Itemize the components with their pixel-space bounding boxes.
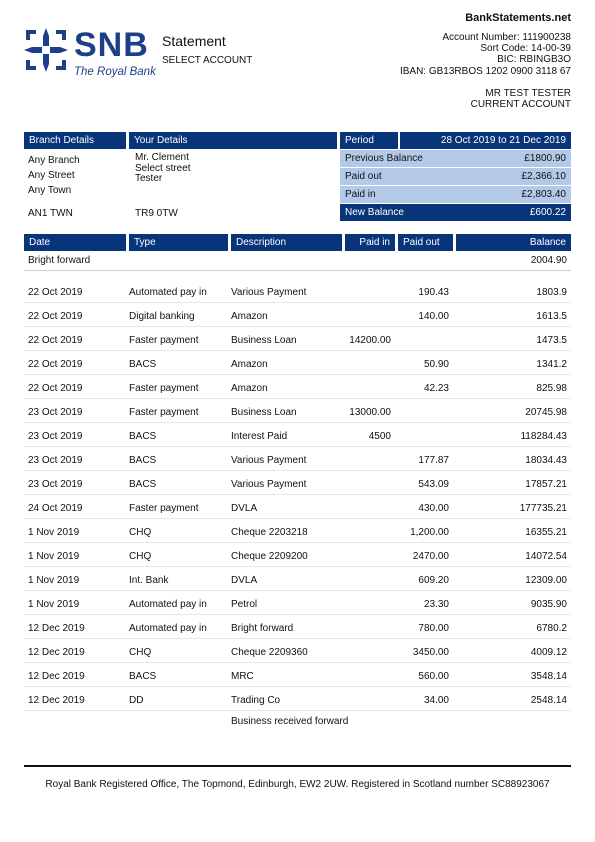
tx-description: Petrol	[231, 599, 258, 610]
table-row	[24, 638, 571, 663]
tx-description: Cheque 2203218	[231, 527, 308, 538]
tx-paid-out: 609.20	[418, 575, 449, 586]
tx-balance: 18034.43	[525, 455, 567, 466]
your-details-header: Your Details	[129, 132, 337, 149]
tx-balance: 6780.2	[536, 623, 567, 634]
table-row	[24, 494, 571, 519]
tx-paid-out: 42.23	[423, 383, 449, 394]
previous-balance-label: Previous Balance	[345, 153, 423, 164]
tx-date: 12 Dec 2019	[28, 671, 85, 682]
table-row	[24, 278, 571, 303]
table-row	[24, 374, 571, 399]
tx-paid-in: 14200.00	[349, 335, 391, 346]
tx-balance: 118284.43	[520, 431, 567, 442]
branch-address	[28, 153, 80, 198]
col-type-header: Type	[129, 234, 228, 251]
tx-type: CHQ	[129, 527, 152, 538]
tx-balance: 1341.2	[536, 359, 567, 370]
your-address-line: Tester	[135, 173, 163, 184]
tx-date: 22 Oct 2019	[28, 359, 83, 370]
your-address-line: Select street	[135, 162, 191, 174]
previous-balance-value: £1800.90	[524, 153, 566, 164]
paid-in-label: Paid in	[345, 189, 376, 200]
tx-description: Business Loan	[231, 407, 297, 418]
your-postcode: TR9 0TW	[135, 208, 178, 219]
tx-description: Cheque 2209200	[231, 551, 308, 562]
table-row	[24, 446, 571, 471]
tx-type: Digital banking	[129, 311, 195, 322]
tx-balance: 177735.21	[519, 503, 567, 514]
tx-type: Faster payment	[129, 503, 199, 514]
customer-info	[471, 88, 571, 110]
bank-logo-icon	[24, 28, 68, 72]
bank-logo-subtitle: The Royal Bank	[74, 66, 156, 78]
branch-postcode: AN1 TWN	[28, 208, 73, 219]
col-paid-out-header: Paid out	[398, 234, 453, 251]
table-row	[24, 350, 571, 375]
paid-in-row	[340, 186, 571, 203]
tx-date: 1 Nov 2019	[28, 599, 80, 610]
tx-type: BACS	[129, 431, 157, 442]
tx-date: 24 Oct 2019	[28, 503, 83, 514]
period-header: Period	[340, 132, 398, 149]
tx-type: Automated pay in	[129, 287, 207, 298]
tx-type: CHQ	[129, 647, 152, 658]
tx-date: 23 Oct 2019	[28, 407, 83, 418]
bank-logo-text: SNB	[74, 26, 149, 64]
new-balance-row	[340, 204, 571, 221]
table-row	[24, 662, 571, 687]
tx-description: DVLA	[231, 503, 258, 514]
tx-paid-in: 4500	[368, 431, 391, 442]
tx-date: 1 Nov 2019	[28, 551, 80, 562]
site-name: BankStatements.net	[465, 12, 571, 24]
account-number: Account Number: 111900238	[442, 32, 571, 43]
col-description-header: Description	[231, 234, 342, 251]
period-value: 28 Oct 2019 to 21 Dec 2019	[400, 132, 571, 149]
table-row	[24, 302, 571, 327]
table-row	[24, 590, 571, 615]
tx-balance: 20745.98	[525, 407, 567, 418]
tx-description: Interest Paid	[231, 431, 288, 442]
table-row	[24, 398, 571, 423]
sort-code: Sort Code: 14-00-39	[480, 43, 571, 55]
statement-subtitle: SELECT ACCOUNT	[162, 55, 253, 66]
tx-date: 22 Oct 2019	[28, 287, 83, 298]
tx-paid-out: 543.09	[418, 479, 449, 490]
tx-description: Amazon	[231, 311, 268, 322]
tx-balance: 4009.12	[530, 647, 567, 658]
tx-type: Automated pay in	[129, 623, 207, 634]
tx-date: 22 Oct 2019	[28, 311, 83, 322]
tx-description: Bright forward	[231, 623, 294, 634]
branch-line: Any Town	[28, 185, 72, 196]
tx-description: Various Payment	[231, 479, 307, 490]
table-row	[24, 566, 571, 591]
tx-paid-out: 3450.00	[412, 647, 449, 658]
tx-date: 12 Dec 2019	[28, 623, 85, 634]
tx-type: Faster payment	[129, 407, 199, 418]
tx-type: CHQ	[129, 551, 152, 562]
table-row	[24, 614, 571, 639]
tx-date: 22 Oct 2019	[28, 383, 83, 394]
tx-date: 12 Dec 2019	[28, 695, 85, 706]
tx-date: 1 Nov 2019	[28, 527, 80, 538]
tx-paid-out: 50.90	[423, 359, 449, 370]
tx-balance: 3548.14	[530, 671, 567, 682]
table-row	[24, 518, 571, 543]
table-row	[24, 326, 571, 351]
tx-type: Faster payment	[129, 335, 199, 346]
tx-balance: 1803.9	[536, 287, 567, 298]
brought-forward-row	[24, 251, 571, 271]
footer-text: Royal Bank Registered Office, The Topmond, Edinburgh, EW2 2UW. Registered in Scotland number SC88923067	[45, 779, 550, 790]
tx-type: Faster payment	[129, 383, 199, 394]
brought-forward-balance: 2004.90	[530, 255, 567, 266]
table-row	[24, 422, 571, 447]
tx-balance: 2548.14	[530, 695, 567, 706]
tx-type: BACS	[129, 671, 157, 682]
tx-description: MRC	[231, 671, 254, 682]
tx-paid-out: 560.00	[418, 671, 449, 682]
brought-forward-label: Bright forward	[28, 255, 91, 266]
tx-type: DD	[129, 695, 144, 706]
statement-title: Statement	[162, 33, 226, 49]
tx-description: Cheque 2209360	[231, 647, 308, 658]
tx-balance: 1613.5	[536, 311, 567, 322]
branch-line: Any Branch	[28, 155, 80, 166]
iban: IBAN: GB13RBOS 1202 0900 3118 67	[399, 65, 571, 77]
bic: BIC: RBINGB3O	[497, 54, 571, 66]
tx-description: Amazon	[231, 383, 268, 394]
tx-type: BACS	[129, 479, 157, 490]
table-row	[24, 686, 571, 711]
paid-out-value: £2,366.10	[521, 171, 566, 182]
col-balance-header: Balance	[456, 234, 571, 251]
tx-balance: 9035.90	[530, 599, 567, 610]
tx-date: 23 Oct 2019	[28, 479, 83, 490]
tx-paid-out: 2470.00	[412, 551, 449, 562]
branch-line: Any Street	[28, 170, 75, 181]
account-type: CURRENT ACCOUNT	[470, 99, 571, 110]
branch-details-header: Branch Details	[24, 132, 126, 149]
paid-out-label: Paid out	[345, 171, 382, 182]
tx-balance: 17857.21	[525, 479, 567, 490]
tx-description: DVLA	[231, 575, 258, 586]
tx-paid-out: 780.00	[418, 623, 449, 634]
tx-paid-out: 190.43	[418, 287, 449, 298]
tx-balance: 825.98	[536, 383, 567, 394]
your-address-line: Mr. Clement	[135, 152, 189, 163]
previous-balance-row	[340, 150, 571, 167]
tx-date: 22 Oct 2019	[28, 335, 83, 346]
tx-paid-out: 430.00	[418, 503, 449, 514]
paid-in-value: £2,803.40	[521, 189, 566, 200]
footer-divider	[24, 765, 571, 767]
tx-balance: 14072.54	[525, 551, 567, 562]
tx-description: Various Payment	[231, 455, 307, 466]
tx-description: Various Payment	[231, 287, 307, 298]
tx-balance: 1473.5	[536, 335, 567, 346]
tx-date: 23 Oct 2019	[28, 431, 83, 442]
tx-paid-out: 23.30	[423, 599, 449, 610]
tx-paid-out: 1,200.00	[410, 527, 449, 538]
tx-paid-out: 140.00	[418, 311, 449, 322]
new-balance-value: £600.22	[529, 207, 566, 218]
tx-balance: 12309.00	[525, 575, 567, 586]
your-address	[135, 153, 191, 185]
tx-description: Business Loan	[231, 335, 297, 346]
table-row	[24, 470, 571, 495]
account-info	[400, 32, 571, 77]
tx-type: Int. Bank	[129, 575, 169, 586]
tx-date: 23 Oct 2019	[28, 455, 83, 466]
tx-type: BACS	[129, 455, 157, 466]
tx-date: 12 Dec 2019	[28, 647, 85, 658]
tx-paid-out: 177.87	[418, 455, 449, 466]
tx-date: 1 Nov 2019	[28, 575, 80, 586]
carried-forward-note: Business received forward	[231, 716, 349, 727]
col-paid-in-header: Paid in	[345, 234, 395, 251]
tx-balance: 16355.21	[525, 527, 567, 538]
paid-out-row	[340, 168, 571, 185]
tx-type: Automated pay in	[129, 599, 207, 610]
col-date-header: Date	[24, 234, 126, 251]
tx-paid-in: 13000.00	[349, 407, 391, 418]
tx-description: Trading Co	[231, 695, 281, 706]
new-balance-label: New Balance	[345, 207, 404, 218]
tx-description: Amazon	[231, 359, 268, 370]
table-row	[24, 542, 571, 567]
tx-type: BACS	[129, 359, 157, 370]
customer-name: MR TEST TESTER	[485, 88, 571, 99]
tx-paid-out: 34.00	[423, 695, 449, 706]
